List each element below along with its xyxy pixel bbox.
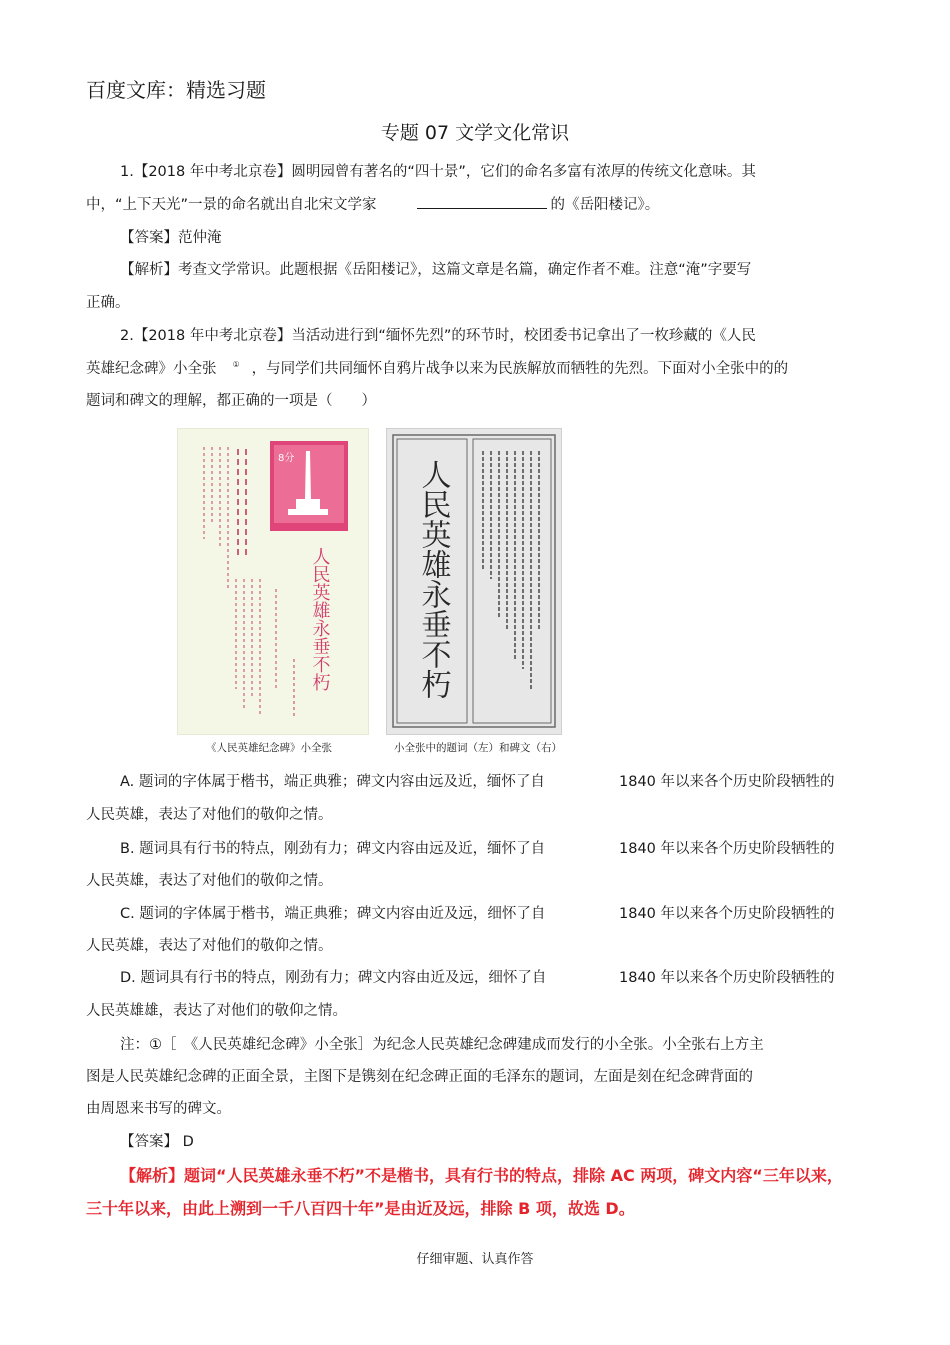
- q2-line2: [86, 357, 788, 378]
- q2-line2-text: 英雄纪念碑》小全张: [86, 361, 217, 377]
- option-d-line1: D. 题词具有行书的特点，刚劲有力；碑文内容由近及远，细怀了自: [120, 970, 547, 986]
- inscription-illustration: [387, 429, 561, 734]
- page-title: 专题 07 文学文化常识: [380, 122, 570, 144]
- q1-analysis-line1: 【解析】考查文学常识。此题根据《岳阳楼记》，这篇文章是名篇，确定作者不难。注意“淹”字要写: [120, 262, 752, 278]
- q1-line2-text: 中，“上下天光”一景的命名就出自北宋文学家: [86, 197, 377, 213]
- option-d-line2: 人民英雄雄，表达了对他们的敬仰之情。: [86, 1003, 347, 1019]
- option-a-line2: 人民英雄，表达了对他们的敬仰之情。: [86, 807, 333, 823]
- q1-line2: [86, 193, 659, 214]
- inscription-image: [386, 428, 562, 735]
- q2-line3: 题词和碑文的理解，都正确的一项是（ ）: [86, 393, 376, 409]
- option-c-line2: 人民英雄，表达了对他们的敬仰之情。: [86, 938, 333, 954]
- page-header: 百度文库：精选习题: [86, 78, 266, 102]
- option-c-line1: C. 题词的字体属于楷书，端正典雅；碑文内容由近及远，细怀了自: [120, 906, 546, 922]
- caption-left: 《人民英雄纪念碑》小全张: [206, 742, 332, 754]
- option-a-line1: A. 题词的字体属于楷书，端正典雅；碑文内容由远及近，缅怀了自: [120, 774, 545, 790]
- stamp-face-value: 8分: [278, 453, 295, 464]
- q1-line2-tail: 的《岳阳楼记》。: [550, 197, 660, 213]
- caption-right: 小全张中的题词（左）和碑文（右）: [394, 742, 562, 754]
- option-d-tail: 1840 年以来各个历史阶段牺牲的: [619, 970, 835, 986]
- inscription-calligraphy: 人民英雄永垂不朽: [309, 547, 331, 691]
- q2-analysis-line2: 三十年以来，由此上溯到一千八百四十年”是由近及远，排除 B 项，故选 D。: [86, 1199, 635, 1218]
- q2-answer: 【答案】 D: [120, 1134, 194, 1150]
- stamp-sheet-image: [177, 428, 369, 735]
- q2-analysis-line1: 【解析】题词“人民英雄永垂不朽”不是楷书，具有行书的特点，排除 AC 两项，碑文内容“三年以来，: [120, 1166, 843, 1185]
- stamp-sheet-illustration: [178, 429, 368, 734]
- note-line2: 图是人民英雄纪念碑的正面全景，主图下是镌刻在纪念碑正面的毛泽东的题词，左面是刻在纪念碑背面的: [86, 1069, 753, 1085]
- q2-footnote-marker: ①: [232, 360, 240, 370]
- q2-line1: 2.【2018 年中考北京卷】当活动进行到“缅怀先烈”的环节时，校团委书记拿出了一枚珍藏的《人民: [120, 328, 756, 344]
- option-b-tail: 1840 年以来各个历史阶段牺牲的: [619, 841, 835, 857]
- q1-answer: 【答案】范仲淹: [120, 230, 222, 246]
- q2-line2-tail: ，与同学们共同缅怀自鸦片战争以来为民族解放而牺牲的先烈。下面对小全张中的的: [251, 361, 789, 377]
- q1-analysis-line2: 正确。: [86, 295, 130, 311]
- q1-line1: 1.【2018 年中考北京卷】圆明园曾有著名的“四十景”，它们的命名多富有浓厚的传统文化意味。其: [120, 164, 756, 180]
- option-b-line2: 人民英雄，表达了对他们的敬仰之情。: [86, 873, 333, 889]
- option-c-tail: 1840 年以来各个历史阶段牺牲的: [619, 906, 835, 922]
- q1-blank: [417, 194, 547, 209]
- note-line1: 注：①［ 《人民英雄纪念碑》小全张］为纪念人民英雄纪念碑建成而发行的小全张。小全张右上方主: [120, 1037, 764, 1053]
- inscription-large: 人民英雄永垂不朽: [415, 459, 451, 699]
- page-footer: 仔细审题、认真作答: [416, 1252, 534, 1267]
- option-b-line1: B. 题词具有行书的特点，刚劲有力；碑文内容由远及近，缅怀了自: [120, 841, 546, 857]
- option-a-tail: 1840 年以来各个历史阶段牺牲的: [619, 774, 835, 790]
- note-line3: 由周恩来书写的碑文。: [86, 1101, 231, 1117]
